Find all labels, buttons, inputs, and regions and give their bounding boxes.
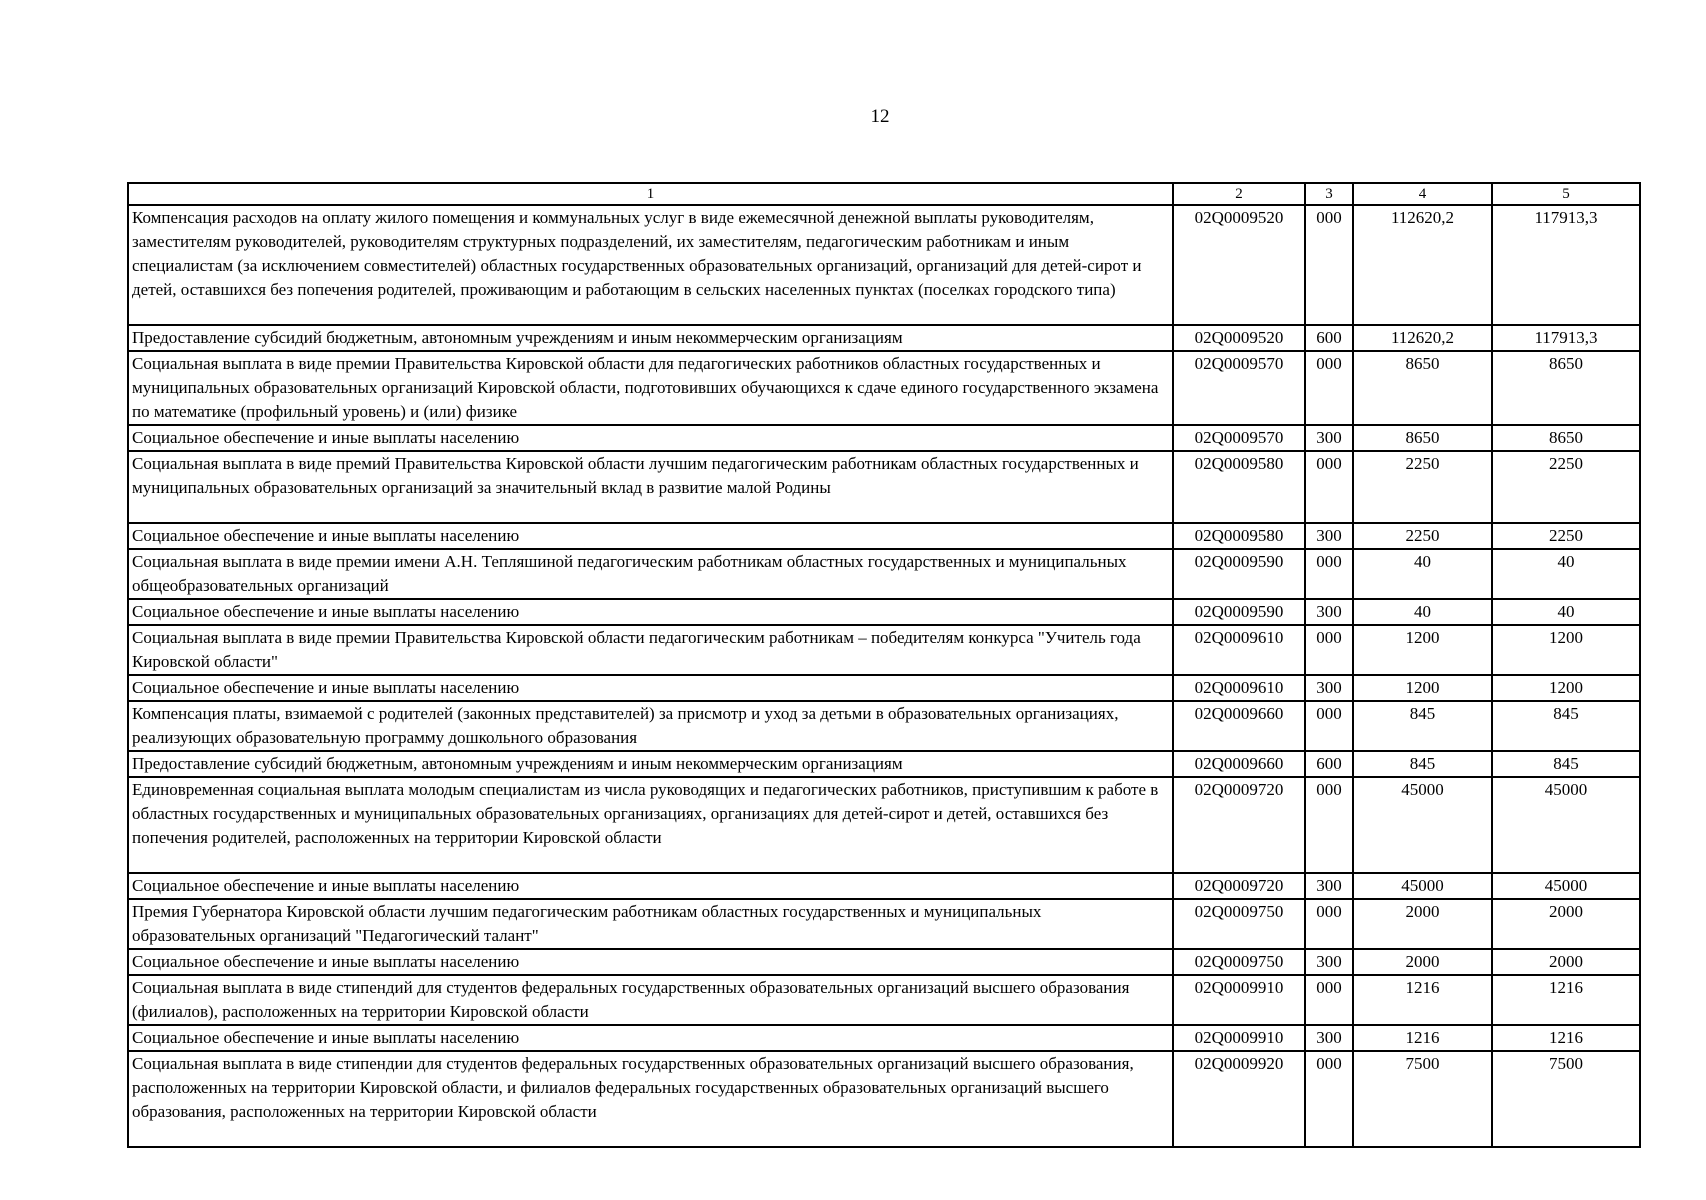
row-value-5: 40 — [1492, 599, 1640, 625]
table-row — [128, 205, 1640, 325]
row-type: 000 — [1305, 701, 1353, 751]
row-description: Предоставление субсидий бюджетным, автономным учреждениям и иным некоммерческим организациям — [128, 751, 1173, 777]
row-description: Социальная выплата в виде премии Правительства Кировской области для педагогических работников областных государственных и муниципальных образовательных организаций Кировской области, подготовивших обучающихся к сдаче единого государственного экзамена по математике (профильный уровень) и (или) физике — [128, 351, 1173, 425]
header-col-3: 3 — [1305, 183, 1353, 205]
row-value-5: 1216 — [1492, 1025, 1640, 1051]
row-code: 02Q0009610 — [1173, 625, 1305, 675]
row-code: 02Q0009910 — [1173, 975, 1305, 1025]
table-row — [128, 325, 1640, 351]
row-code: 02Q0009920 — [1173, 1051, 1305, 1147]
header-col-1: 1 — [128, 183, 1173, 205]
row-value-4: 45000 — [1353, 777, 1492, 873]
header-col-5: 5 — [1492, 183, 1640, 205]
header-col-2: 2 — [1173, 183, 1305, 205]
row-description: Премия Губернатора Кировской области лучшим педагогическим работникам областных государственных и муниципальных образовательных организаций "Педагогический талант" — [128, 899, 1173, 949]
row-type: 300 — [1305, 949, 1353, 975]
row-code: 02Q0009590 — [1173, 549, 1305, 599]
row-description: Социальное обеспечение и иные выплаты населению — [128, 675, 1173, 701]
table-row — [128, 949, 1640, 975]
row-value-4: 45000 — [1353, 873, 1492, 899]
row-code: 02Q0009750 — [1173, 949, 1305, 975]
row-value-5: 2000 — [1492, 949, 1640, 975]
row-value-4: 112620,2 — [1353, 205, 1492, 325]
row-value-5: 1200 — [1492, 675, 1640, 701]
row-type: 600 — [1305, 751, 1353, 777]
row-description: Компенсация платы, взимаемой с родителей (законных представителей) за присмотр и уход за детьми в образовательных организациях, реализующих образовательную программу дошкольного образования — [128, 701, 1173, 751]
table-row — [128, 975, 1640, 1025]
row-type: 000 — [1305, 777, 1353, 873]
row-value-5: 2250 — [1492, 523, 1640, 549]
row-value-4: 2000 — [1353, 949, 1492, 975]
row-type: 000 — [1305, 351, 1353, 425]
row-type: 300 — [1305, 675, 1353, 701]
row-value-5: 2000 — [1492, 899, 1640, 949]
row-description: Социальное обеспечение и иные выплаты населению — [128, 873, 1173, 899]
table-row — [128, 751, 1640, 777]
row-code: 02Q0009660 — [1173, 701, 1305, 751]
row-description: Социальное обеспечение и иные выплаты населению — [128, 949, 1173, 975]
row-value-4: 1216 — [1353, 1025, 1492, 1051]
row-type: 300 — [1305, 1025, 1353, 1051]
row-value-4: 40 — [1353, 599, 1492, 625]
row-description: Социальное обеспечение и иные выплаты населению — [128, 599, 1173, 625]
row-value-5: 117913,3 — [1492, 325, 1640, 351]
header-col-4: 4 — [1353, 183, 1492, 205]
row-type: 300 — [1305, 425, 1353, 451]
row-value-5: 2250 — [1492, 451, 1640, 523]
row-code: 02Q0009520 — [1173, 205, 1305, 325]
row-code: 02Q0009590 — [1173, 599, 1305, 625]
row-type: 300 — [1305, 873, 1353, 899]
budget-table — [127, 182, 1641, 1148]
row-description: Социальная выплата в виде премии Правительства Кировской области педагогическим работникам – победителям конкурса "Учитель года Кировской области" — [128, 625, 1173, 675]
row-value-4: 2250 — [1353, 523, 1492, 549]
row-value-4: 2000 — [1353, 899, 1492, 949]
header-row — [128, 183, 1640, 205]
row-value-5: 845 — [1492, 701, 1640, 751]
row-value-4: 1200 — [1353, 625, 1492, 675]
row-description: Единовременная социальная выплата молодым специалистам из числа руководящих и педагогических работников, приступившим к работе в областных государственных и муниципальных образовательных организациях, организациях для детей-сирот и детей, оставшихся без попечения родителей, расположенных на территории Кировской области — [128, 777, 1173, 873]
row-code: 02Q0009910 — [1173, 1025, 1305, 1051]
table-row — [128, 351, 1640, 425]
table-row — [128, 899, 1640, 949]
row-description: Социальное обеспечение и иные выплаты населению — [128, 1025, 1173, 1051]
row-code: 02Q0009720 — [1173, 777, 1305, 873]
row-code: 02Q0009520 — [1173, 325, 1305, 351]
table-row — [128, 675, 1640, 701]
row-description: Социальная выплата в виде стипендии для студентов федеральных государственных образовательных организаций высшего образования, расположенных на территории Кировской области, и филиалов федеральных государственных образовательных организаций высшего образования, расположенных на территории Кировской области — [128, 1051, 1173, 1147]
row-type: 000 — [1305, 625, 1353, 675]
row-value-5: 8650 — [1492, 351, 1640, 425]
row-type: 000 — [1305, 205, 1353, 325]
row-value-4: 112620,2 — [1353, 325, 1492, 351]
row-value-5: 45000 — [1492, 777, 1640, 873]
row-value-5: 45000 — [1492, 873, 1640, 899]
row-code: 02Q0009570 — [1173, 425, 1305, 451]
row-type: 600 — [1305, 325, 1353, 351]
table-row — [128, 549, 1640, 599]
row-code: 02Q0009720 — [1173, 873, 1305, 899]
row-value-5: 8650 — [1492, 425, 1640, 451]
table-row — [128, 1025, 1640, 1051]
row-description: Социальная выплата в виде премии имени А.Н. Тепляшиной педагогическим работникам областных государственных и муниципальных общеобразовательных организаций — [128, 549, 1173, 599]
row-type: 000 — [1305, 549, 1353, 599]
row-value-4: 8650 — [1353, 425, 1492, 451]
row-description: Социальная выплата в виде стипендий для студентов федеральных государственных образовательных организаций высшего образования (филиалов), расположенных на территории Кировской области — [128, 975, 1173, 1025]
row-description: Социальное обеспечение и иные выплаты населению — [128, 425, 1173, 451]
row-value-5: 1216 — [1492, 975, 1640, 1025]
page-number: 12 — [870, 106, 890, 127]
table-row — [128, 425, 1640, 451]
table-row — [128, 625, 1640, 675]
table-row — [128, 873, 1640, 899]
row-description: Социальное обеспечение и иные выплаты населению — [128, 523, 1173, 549]
row-value-5: 117913,3 — [1492, 205, 1640, 325]
row-code: 02Q0009580 — [1173, 451, 1305, 523]
row-type: 000 — [1305, 451, 1353, 523]
row-code: 02Q0009570 — [1173, 351, 1305, 425]
row-type: 000 — [1305, 899, 1353, 949]
row-value-4: 1200 — [1353, 675, 1492, 701]
row-type: 000 — [1305, 975, 1353, 1025]
table-row — [128, 523, 1640, 549]
table-row — [128, 451, 1640, 523]
row-value-5: 845 — [1492, 751, 1640, 777]
table-row — [128, 1051, 1640, 1147]
row-description: Предоставление субсидий бюджетным, автономным учреждениям и иным некоммерческим организациям — [128, 325, 1173, 351]
row-code: 02Q0009750 — [1173, 899, 1305, 949]
table-row — [128, 701, 1640, 751]
table-row — [128, 599, 1640, 625]
row-type: 300 — [1305, 599, 1353, 625]
row-value-4: 7500 — [1353, 1051, 1492, 1147]
row-description: Компенсация расходов на оплату жилого помещения и коммунальных услуг в виде ежемесячной денежной выплаты руководителям, заместителям руководителей, руководителям структурных подразделений, их заместителям, педагогическим работникам и иным специалистам (за исключением совместителей) областных государственных образовательных организаций, организаций для детей-сирот и детей, оставшихся без попечения родителей, проживающим и работающим в сельских населенных пунктах (поселках городского типа) — [128, 205, 1173, 325]
row-value-5: 7500 — [1492, 1051, 1640, 1147]
row-value-5: 1200 — [1492, 625, 1640, 675]
row-value-4: 845 — [1353, 751, 1492, 777]
row-value-4: 8650 — [1353, 351, 1492, 425]
row-type: 300 — [1305, 523, 1353, 549]
row-description: Социальная выплата в виде премий Правительства Кировской области лучшим педагогическим работникам областных государственных и муниципальных образовательных организаций за значительный вклад в развитие малой Родины — [128, 451, 1173, 523]
row-value-4: 1216 — [1353, 975, 1492, 1025]
row-code: 02Q0009580 — [1173, 523, 1305, 549]
row-value-4: 845 — [1353, 701, 1492, 751]
row-type: 000 — [1305, 1051, 1353, 1147]
row-code: 02Q0009660 — [1173, 751, 1305, 777]
table-row — [128, 777, 1640, 873]
row-code: 02Q0009610 — [1173, 675, 1305, 701]
row-value-4: 40 — [1353, 549, 1492, 599]
row-value-5: 40 — [1492, 549, 1640, 599]
row-value-4: 2250 — [1353, 451, 1492, 523]
